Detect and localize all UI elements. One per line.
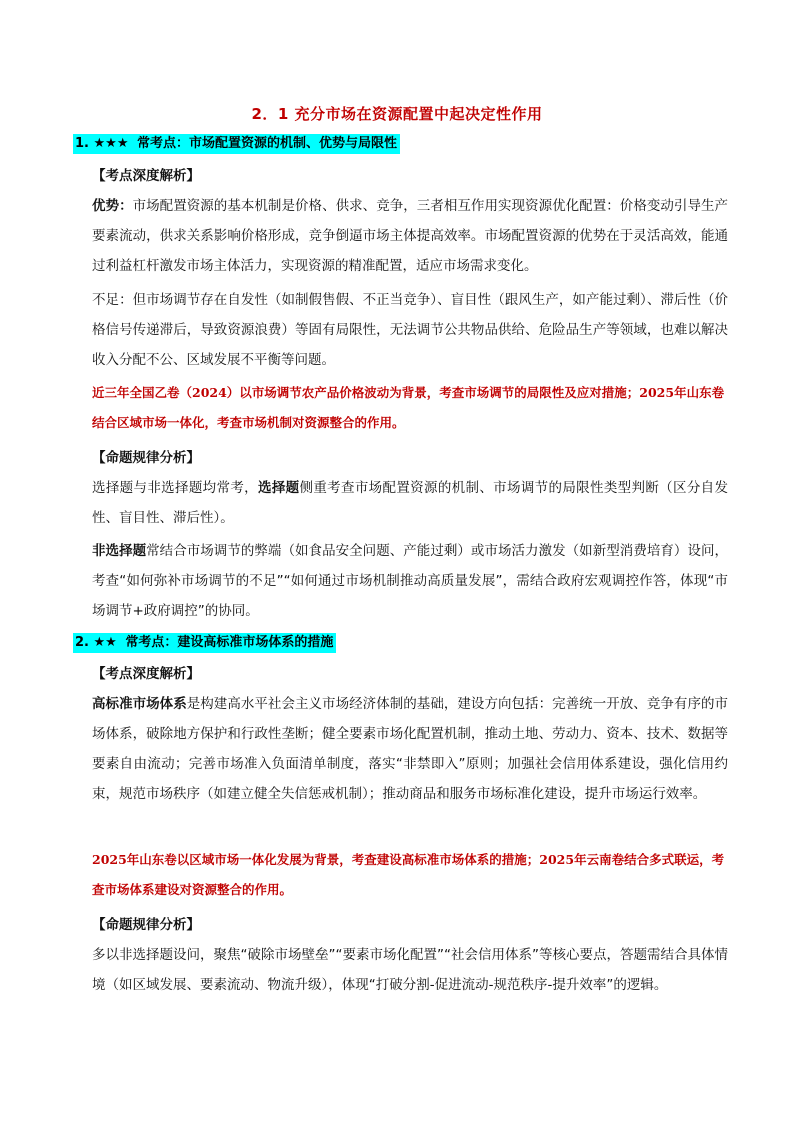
market-system-lead: 高标准市场体系 xyxy=(92,696,187,712)
advantage-text: 市场配置资源的基本机制是价格、供求、竞争，三者相互作用实现资源优化配置：价格变动引导生产要素流动，供求关系影响价格形成，竞争倒逼市场主体提高效率。市场配置资源的优势在于灵活高效，能通过利益杠杆激发市场主体活力，实现资源的精准配置，适应市场需求变化。 xyxy=(92,198,729,274)
advantage-lead: 优势： xyxy=(92,198,133,214)
section-1-stars: ★★★ xyxy=(93,136,129,151)
section-1-label: 常考点：市场配置资源的机制、优势与局限性 xyxy=(137,136,398,151)
pattern-text-a: 选择题与非选择题均常考， xyxy=(92,480,258,496)
pattern-bold-choice: 选择题 xyxy=(258,480,300,496)
section-1-pattern-heading: 【命题规律分析】 xyxy=(92,450,200,466)
section-1-number: 1. xyxy=(75,136,89,151)
section-1-advantage-paragraph xyxy=(92,191,728,281)
section-1-heading xyxy=(73,134,400,154)
section-1-exam-note: 近三年全国乙卷（2024）以市场调节农产品价格波动为背景，考查市场调节的局限性及应对措施；2025年山东卷结合区域市场一体化，考查市场机制对资源整合的作用。 xyxy=(92,385,725,430)
section-2-pattern-paragraph: 多以非选择题设问，聚焦“破除市场壁垒”“要素市场化配置”“社会信用体系”等核心要点，答题需结合具体情境（如区域发展、要素流动、物流升级），体现“打破分割-促进流动-规范秩序-提升效率”的逻辑。 xyxy=(92,947,728,993)
section-1-analysis-heading: 【考点深度解析】 xyxy=(92,168,200,184)
section-1-pattern-paragraph-1 xyxy=(92,473,728,533)
pattern-bold-nonchoice: 非选择题 xyxy=(92,543,147,559)
section-2-analysis-paragraph xyxy=(92,689,728,809)
pattern-text-c: 侧重考查市场配置资源的机制、市场调节的局限性类型判断（区分自发性、盲目性、滞后性）。 xyxy=(92,480,728,526)
section-2-exam-note: 2025年山东卷以区域市场一体化发展为背景，考查建设高标准市场体系的措施；2025年云南卷结合多式联运，考查市场体系建设对资源整合的作用。 xyxy=(92,852,725,897)
section-1-limitation-paragraph: 不足：但市场调节存在自发性（如制假售假、不正当竞争）、盲目性（跟风生产，如产能过剩）、滞后性（价格信号传递滞后，导致资源浪费）等固有局限性，无法调节公共物品供给、危险品生产等领域，也难以解决收入分配不公、区域发展不平衡等问题。 xyxy=(92,292,728,368)
section-2-stars: ★★ xyxy=(93,635,117,650)
page-title: 2．1 充分市场在资源配置中起决定性作用 xyxy=(251,105,543,123)
section-2-pattern-heading: 【命题规律分析】 xyxy=(92,917,200,933)
market-system-text: 是构建高水平社会主义市场经济体制的基础，建设方向包括：完善统一开放、竞争有序的市场体系，破除地方保护和行政性垄断；健全要素市场化配置机制，推动土地、劳动力、资本、技术、数据等要素自由流动；完善市场准入负面清单制度，落实“非禁即入”原则；加强社会信用体系建设，强化信用约束，规范市场秩序（如建立健全失信惩戒机制）；推动商品和服务市场标准化建设，提升市场运行效率。 xyxy=(92,696,729,802)
section-2-analysis-heading: 【考点深度解析】 xyxy=(92,666,200,682)
section-2-heading xyxy=(73,633,336,653)
section-1-pattern-paragraph-2 xyxy=(92,536,728,626)
section-2-number: 2. xyxy=(75,635,89,650)
section-2-label: 常考点：建设高标准市场体系的措施 xyxy=(125,635,334,650)
pattern-text-nonchoice: 常结合市场调节的弊端（如食品安全问题、产能过剩）或市场活力激发（如新型消费培育）设问，考查“如何弥补市场调节的不足”“如何通过市场机制推动高质量发展”，需结合政府宏观调控作答，体现“市场调节+政府调控”的协同。 xyxy=(92,543,729,619)
